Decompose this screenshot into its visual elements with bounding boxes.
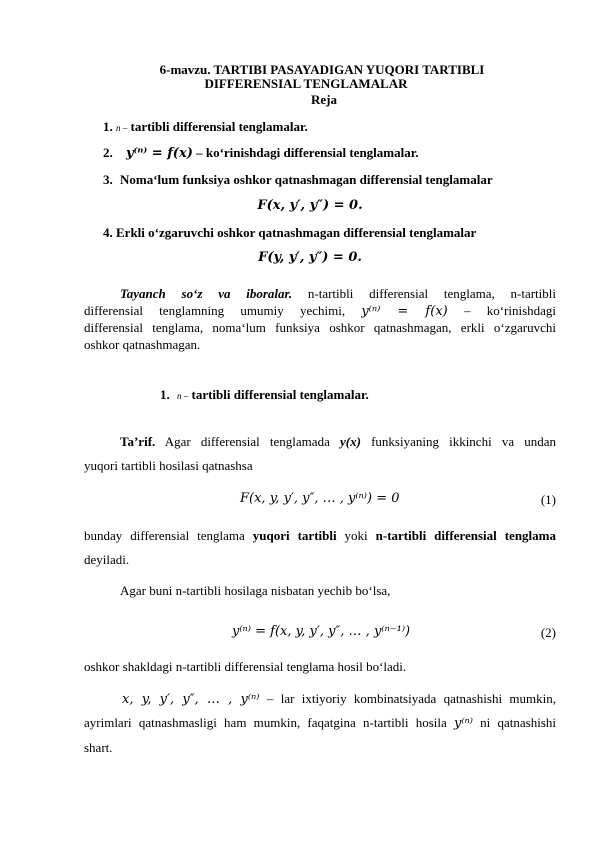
equation-1-number: (1) (540, 492, 556, 507)
definition-line-6: oshkor shakldagi n-tartibli differensial tenglama hosil bo‘ladi. (84, 659, 407, 674)
definition-line-1: Ta’rif. Agar differensial tenglamada y(x) funksiyaning ikkinchi va undan (120, 434, 556, 449)
definition-line-8: ayrimlari qatnashmasligi ham mumkin, faqatgina n-tartibli hosila y⁽ⁿ⁾ ni qatnashishi (84, 715, 556, 731)
equation-2-number: (2) (540, 625, 556, 640)
plan-item-4: 4. Erkli o‘zgaruvchi oshkor qatnashmagan differensial tenglamalar (103, 225, 477, 240)
title-reja: Reja (311, 92, 337, 107)
plan-item-3: 3. Noma‘lum funksiya oshkor qatnashmagan differensial tenglamalar (103, 172, 493, 187)
definition-line-7: x, y, y′, y″, … , y⁽ⁿ⁾ – lar ixtiyoriy kombinatsiyada qatnashishi mumkin, (122, 691, 557, 707)
equation-2: y⁽ⁿ⁾ = f(x, y, y′, y″, … , y⁽ⁿ⁻¹⁾) (232, 624, 411, 639)
section-heading: 1. n – tartibli differensial tenglamalar. (160, 387, 369, 402)
keywords-line-2: differensial tenglamning umumiy yechimi, y⁽ⁿ⁾ = f(x) – ko‘rinishdagi (84, 303, 557, 319)
definition-line-5: Agar buni n-tartibli hosilaga nisbatan yechib bo‘lsa, (120, 583, 391, 598)
plan-item-4-formula: F(y, y′, y″) = 0. (258, 250, 362, 265)
equation-1: F(x, y, y′, y″, … , y⁽ⁿ⁾) = 0 (240, 491, 400, 506)
plan-item-3-formula: F(x, y′, y″) = 0. (257, 198, 363, 213)
keywords-line-3: differensial tenglama, noma‘lum funksiya oshkor qatnashmagan, erkli o‘zgaruvchi (84, 320, 556, 335)
title-line-2: DIFFERENSIAL TENGLAMALAR (204, 76, 408, 91)
definition-line-9: shart. (84, 740, 113, 755)
definition-line-4: deyiladi. (84, 552, 130, 567)
keywords-line-1: Tayanch so‘z va iboralar. n-tartibli differensial tenglama, n-tartibli (120, 286, 556, 301)
plan-item-1: 1. n – tartibli differensial tenglamalar. (103, 119, 308, 134)
definition-line-2: yuqori tartibli hosilasi qatnashsa (84, 458, 253, 473)
plan-item-2: 2. y⁽ⁿ⁾ = f(x) – ko‘rinishdagi differensial tenglamalar. (103, 145, 419, 161)
keywords-line-4: oshkor qatnashmagan. (84, 337, 201, 352)
definition-line-3: bunday differensial tenglama yuqori tartibli yoki n-tartibli differensial tenglama (84, 528, 556, 543)
title-line-1: 6-mavzu. TARTIBI PASAYADIGAN YUQORI TARTIBLI (159, 62, 485, 77)
